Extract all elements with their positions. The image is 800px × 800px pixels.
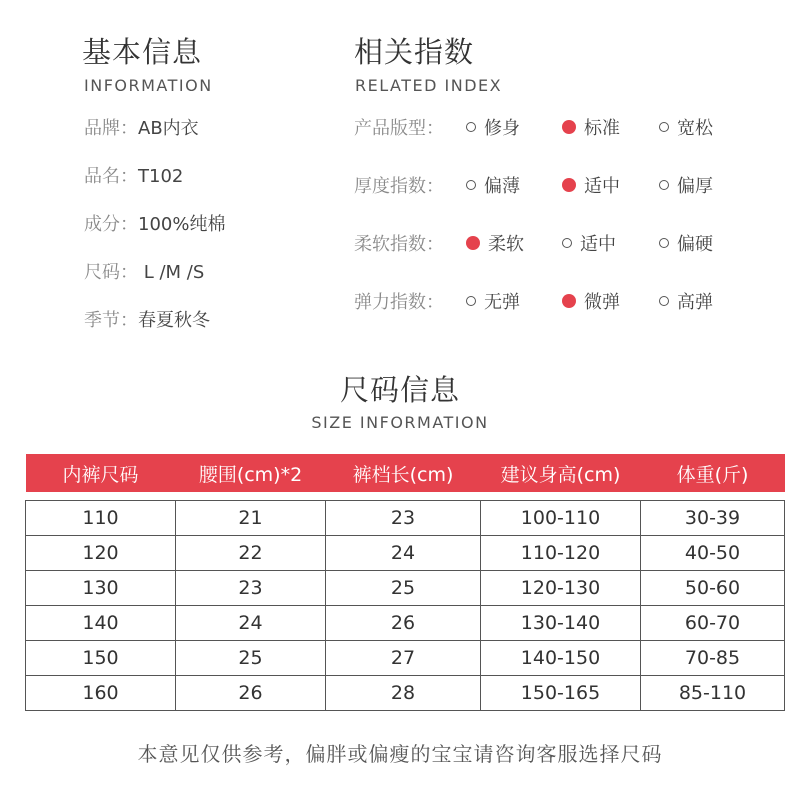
table-cell: 24 [326, 536, 481, 571]
table-cell: 21 [176, 501, 326, 536]
info-label: 季节： [84, 310, 138, 331]
info-label: 尺码： [84, 262, 138, 283]
size-table [25, 454, 785, 711]
table-cell: 110-120 [481, 536, 641, 571]
index-option [562, 172, 620, 198]
table-cell: 150 [26, 641, 176, 676]
option-label: 宽松 [677, 118, 713, 139]
table-cell: 110 [26, 501, 176, 536]
radio-unselected-icon [466, 180, 476, 190]
table-cell: 160 [26, 676, 176, 711]
table-cell: 120-130 [481, 571, 641, 606]
info-label: 成分： [84, 214, 138, 235]
related-index-title: 相关指数 [354, 35, 475, 69]
info-label: 品牌： [84, 118, 138, 139]
index-option [659, 172, 713, 198]
header-spacer [26, 492, 785, 501]
table-cell: 140-150 [481, 641, 641, 676]
table-cell: 100-110 [481, 501, 641, 536]
table-row [26, 571, 785, 606]
index-option [562, 230, 616, 256]
basic-info-subtitle: INFORMATION [84, 76, 213, 95]
radio-unselected-icon [659, 180, 669, 190]
index-option [466, 172, 520, 198]
table-cell: 24 [176, 606, 326, 641]
table-row [26, 501, 785, 536]
table-cell: 130 [26, 571, 176, 606]
index-option [466, 288, 520, 314]
size-note: 本意见仅供参考，偏胖或偏瘦的宝宝请咨询客服选择尺码 [137, 742, 663, 766]
table-row [26, 641, 785, 676]
table-cell: 50-60 [641, 571, 785, 606]
index-option [562, 288, 620, 314]
info-row-material [84, 210, 225, 236]
table-cell: 140 [26, 606, 176, 641]
index-option [562, 114, 620, 140]
table-cell: 22 [176, 536, 326, 571]
info-row-season [84, 306, 210, 332]
basic-info-title: 基本信息 [82, 35, 203, 69]
related-index-row [354, 172, 774, 198]
table-cell: 23 [326, 501, 481, 536]
info-label: 品名： [84, 166, 138, 187]
index-option [659, 114, 713, 140]
info-row-brand [84, 114, 199, 140]
table-row [26, 536, 785, 571]
table-cell: 70-85 [641, 641, 785, 676]
table-cell: 85-110 [641, 676, 785, 711]
radio-unselected-icon [466, 122, 476, 132]
option-label: 偏厚 [677, 176, 713, 197]
related-index-subtitle: RELATED INDEX [355, 76, 503, 95]
index-label: 弹力指数： [354, 292, 444, 313]
table-header-row [26, 454, 785, 492]
info-value: T102 [138, 166, 184, 187]
option-label: 柔软 [488, 234, 524, 255]
info-value: AB内衣 [138, 118, 199, 139]
size-info-title: 尺码信息 [339, 373, 460, 407]
index-label: 厚度指数： [354, 176, 444, 197]
radio-unselected-icon [659, 238, 669, 248]
table-cell: 25 [176, 641, 326, 676]
column-header: 建议身高(cm) [481, 454, 641, 492]
table-cell: 28 [326, 676, 481, 711]
option-label: 标准 [584, 118, 620, 139]
radio-selected-icon [562, 294, 576, 308]
index-label: 柔软指数： [354, 234, 444, 255]
option-label: 偏硬 [677, 234, 713, 255]
option-label: 适中 [580, 234, 616, 255]
option-label: 高弹 [677, 292, 713, 313]
table-cell: 60-70 [641, 606, 785, 641]
info-value: 春夏秋冬 [138, 310, 210, 331]
radio-selected-icon [562, 120, 576, 134]
related-index-row [354, 114, 774, 140]
index-option [659, 230, 713, 256]
table-cell: 27 [326, 641, 481, 676]
info-value: 100%纯棉 [138, 214, 226, 235]
related-index-row [354, 230, 774, 256]
option-label: 无弹 [484, 292, 520, 313]
radio-unselected-icon [466, 296, 476, 306]
radio-unselected-icon [659, 122, 669, 132]
info-value: L /M /S [138, 262, 205, 283]
table-cell: 40-50 [641, 536, 785, 571]
table-row [26, 676, 785, 711]
table-cell: 25 [326, 571, 481, 606]
column-header: 腰围(cm)*2 [176, 454, 326, 492]
index-label: 产品版型： [354, 118, 444, 139]
table-cell: 26 [326, 606, 481, 641]
size-info-subtitle: SIZE INFORMATION [311, 413, 489, 432]
table-cell: 150-165 [481, 676, 641, 711]
index-option [466, 114, 520, 140]
info-row-name [84, 162, 183, 188]
option-label: 微弹 [584, 292, 620, 313]
radio-selected-icon [466, 236, 480, 250]
info-row-size [84, 258, 204, 284]
related-index-row [354, 288, 774, 314]
column-header: 体重(斤) [641, 454, 785, 492]
table-cell: 120 [26, 536, 176, 571]
radio-selected-icon [562, 178, 576, 192]
option-label: 修身 [484, 118, 520, 139]
option-label: 偏薄 [484, 176, 520, 197]
column-header: 裤档长(cm) [326, 454, 481, 492]
table-row [26, 606, 785, 641]
radio-unselected-icon [659, 296, 669, 306]
index-option [466, 230, 524, 256]
option-label: 适中 [584, 176, 620, 197]
table-cell: 130-140 [481, 606, 641, 641]
radio-unselected-icon [562, 238, 572, 248]
table-cell: 26 [176, 676, 326, 711]
index-option [659, 288, 713, 314]
table-cell: 30-39 [641, 501, 785, 536]
column-header: 内裤尺码 [26, 454, 176, 492]
table-cell: 23 [176, 571, 326, 606]
